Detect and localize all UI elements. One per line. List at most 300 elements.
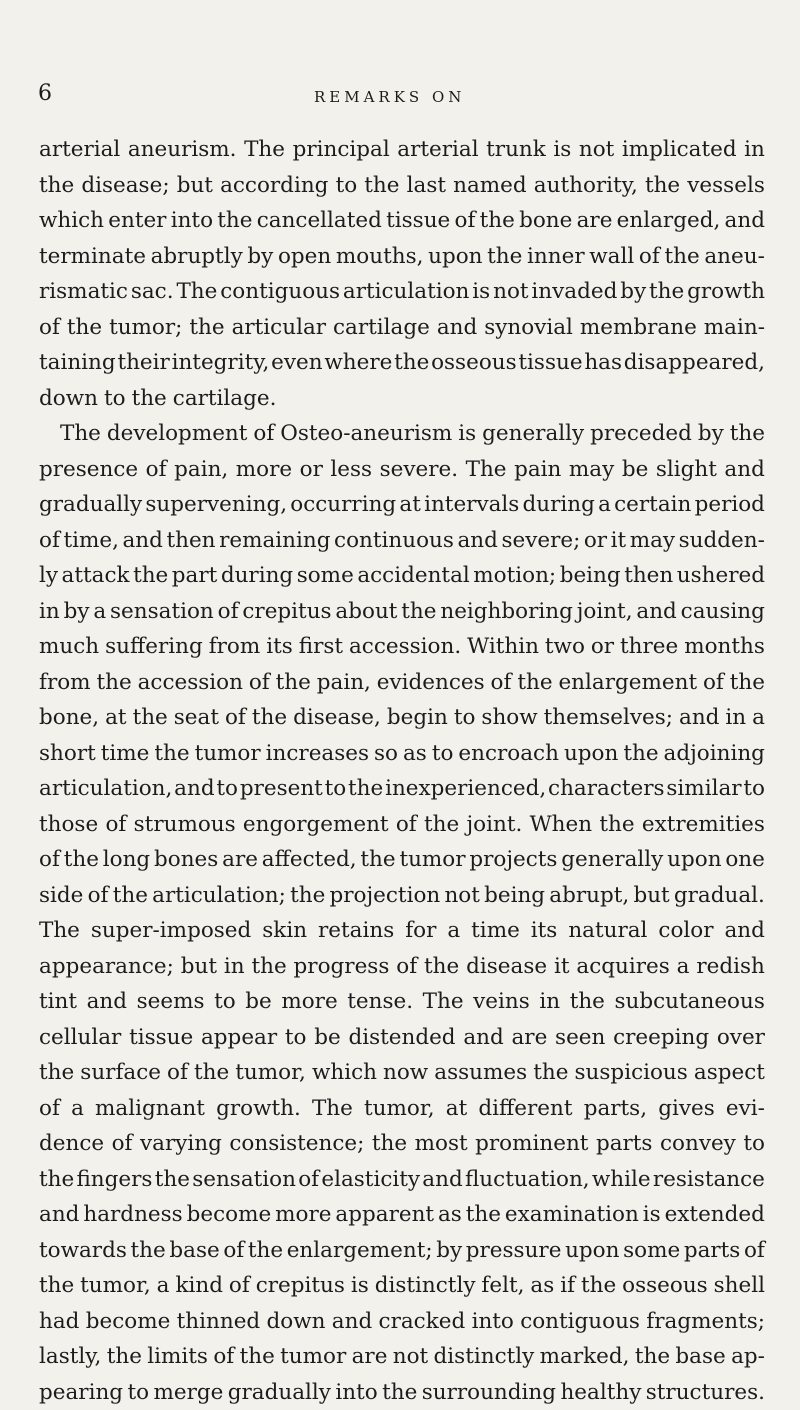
word: of: [298, 1162, 319, 1198]
word: and: [463, 1020, 503, 1056]
word: articulation: [343, 274, 470, 310]
word: The: [423, 984, 464, 1020]
word: disease;: [81, 168, 169, 204]
word: a: [598, 487, 611, 523]
word: is: [553, 132, 571, 168]
word: to: [285, 1020, 307, 1056]
word: but: [181, 949, 217, 985]
text-line: [39, 665, 765, 701]
word: of: [223, 1233, 244, 1269]
word: over: [717, 1020, 765, 1056]
text-line: [39, 203, 765, 239]
word: sac.: [131, 274, 174, 310]
word: during: [523, 487, 595, 523]
word: sudden-: [679, 523, 765, 559]
word: the: [424, 949, 459, 985]
word: a: [447, 913, 460, 949]
word: in: [744, 132, 765, 168]
word: rismatic: [39, 274, 128, 310]
word: in: [39, 594, 60, 630]
word: it: [554, 949, 570, 985]
word: bone: [519, 203, 572, 239]
word: not: [393, 1339, 428, 1375]
word: similar: [666, 771, 741, 807]
word: is: [643, 1197, 661, 1233]
word: by: [620, 274, 646, 310]
word: side: [39, 878, 83, 914]
word: cancellated: [257, 203, 382, 239]
word: according: [220, 168, 328, 204]
word: are: [222, 842, 258, 878]
text-line: [39, 345, 765, 381]
word: months: [684, 629, 765, 665]
word: engorgement: [243, 807, 389, 843]
word: the: [533, 1055, 568, 1091]
word: being: [560, 558, 621, 594]
word: to: [336, 168, 358, 204]
word: tumor;: [109, 310, 182, 346]
word: its: [266, 629, 293, 665]
word: slight: [656, 452, 717, 488]
word: crepitus: [256, 1268, 345, 1304]
word: the: [372, 1126, 407, 1162]
word: seems: [137, 984, 205, 1020]
word: the: [39, 1268, 74, 1304]
word: parts: [684, 1233, 741, 1269]
word: from: [209, 629, 261, 665]
word: tumor: [195, 736, 261, 772]
word: membrane: [580, 310, 697, 346]
word: cartilage.: [173, 381, 277, 417]
text-line: [39, 949, 765, 985]
word: of: [744, 1233, 765, 1269]
word: the: [107, 1339, 142, 1375]
word: the: [194, 1055, 229, 1091]
word: to: [454, 700, 476, 736]
word: convey: [660, 1126, 736, 1162]
word: but: [177, 168, 213, 204]
word: projects: [469, 842, 557, 878]
word: to: [216, 771, 238, 807]
word: as: [438, 1197, 462, 1233]
word: less: [330, 452, 372, 488]
word: of: [455, 203, 476, 239]
word: cellular: [39, 1020, 121, 1056]
word: the: [487, 239, 522, 275]
word: and: [724, 913, 764, 949]
word: enlargement;: [287, 1233, 433, 1269]
word: examination: [505, 1197, 639, 1233]
word: main-: [704, 310, 765, 346]
word: some: [623, 1233, 680, 1269]
word: or: [591, 629, 614, 665]
text-line: [39, 913, 765, 949]
word: of: [105, 807, 126, 843]
word: is: [472, 274, 490, 310]
word: may: [569, 452, 614, 488]
word: to: [432, 736, 454, 772]
word: the: [424, 807, 459, 843]
word: trunk: [486, 132, 546, 168]
word: it: [611, 523, 627, 559]
word: When: [530, 807, 593, 843]
word: the: [133, 700, 168, 736]
word: to: [743, 771, 765, 807]
word: a: [157, 1268, 170, 1304]
word: enlarged,: [617, 203, 721, 239]
word: are: [511, 1020, 547, 1056]
word: the: [664, 239, 699, 275]
word: being: [484, 878, 545, 914]
word: retains: [318, 913, 394, 949]
word: the: [113, 878, 148, 914]
word: be: [245, 984, 272, 1020]
word: even: [271, 345, 322, 381]
word: and: [725, 203, 765, 239]
word: the: [96, 665, 131, 701]
word: at: [399, 487, 420, 523]
word: or: [584, 523, 607, 559]
word: the: [154, 736, 189, 772]
word: at: [105, 700, 126, 736]
text-line: [39, 487, 765, 523]
word: aneu-: [704, 239, 765, 275]
word: lastly,: [39, 1339, 101, 1375]
word: two: [545, 629, 585, 665]
word: of: [146, 452, 167, 488]
word: the: [382, 1375, 417, 1410]
word: shell: [714, 1268, 765, 1304]
word: causing: [681, 594, 765, 630]
word: and: [724, 452, 764, 488]
word: structures.: [646, 1375, 765, 1410]
word: of: [491, 665, 512, 701]
word: appear: [201, 1020, 277, 1056]
word: the: [276, 665, 311, 701]
word: the: [364, 168, 399, 204]
word: tumor: [280, 1339, 346, 1375]
word: the: [39, 168, 74, 204]
word: pain: [514, 452, 561, 488]
word: synovial: [484, 310, 573, 346]
word: the: [64, 842, 99, 878]
word: is: [458, 416, 476, 452]
word: of: [39, 523, 60, 559]
word: The: [466, 452, 507, 488]
word: of: [218, 594, 239, 630]
word: of: [396, 949, 417, 985]
word: short: [39, 736, 96, 772]
word: of: [39, 1091, 60, 1127]
word: to: [325, 771, 347, 807]
word: gradually: [39, 487, 142, 523]
word: super-imposed: [91, 913, 251, 949]
word: for: [405, 913, 436, 949]
word: enlargement: [558, 665, 697, 701]
word: cartilage: [333, 310, 430, 346]
word: skin: [262, 913, 307, 949]
word: evidences: [377, 665, 485, 701]
word: so: [374, 736, 398, 772]
word: the: [730, 665, 765, 701]
word: fragments;: [646, 1304, 765, 1340]
word: a: [93, 594, 106, 630]
word: marked,: [540, 1339, 630, 1375]
word: and: [87, 984, 127, 1020]
word: in: [725, 700, 746, 736]
word: inner: [527, 239, 585, 275]
word: is: [351, 1268, 369, 1304]
word: of: [229, 1268, 250, 1304]
word: osseous: [622, 1268, 708, 1304]
word: which: [312, 1055, 377, 1091]
word: are: [352, 1339, 388, 1375]
word: hardness: [83, 1197, 182, 1233]
text-line: [39, 594, 765, 630]
word: more: [236, 452, 292, 488]
word: the: [401, 594, 436, 630]
word: arterial: [397, 132, 478, 168]
word: the: [67, 310, 102, 346]
word: the: [348, 771, 383, 807]
word: to: [214, 984, 236, 1020]
word: enter: [108, 203, 166, 239]
text-line: [39, 239, 765, 275]
word: accession.: [349, 629, 461, 665]
word: consistence;: [229, 1126, 364, 1162]
word: Within: [467, 629, 539, 665]
word: extended: [665, 1197, 765, 1233]
word: tumor,: [80, 1268, 151, 1304]
word: bone,: [39, 700, 99, 736]
word: terminate: [39, 239, 146, 275]
word: seen: [555, 1020, 605, 1056]
word: severe;: [501, 523, 580, 559]
word: different: [478, 1091, 572, 1127]
word: begin: [387, 700, 448, 736]
text-line: [39, 771, 765, 807]
word: some: [297, 558, 354, 594]
word: more: [281, 984, 337, 1020]
word: their: [117, 345, 169, 381]
word: down: [39, 381, 98, 417]
word: tense.: [347, 984, 413, 1020]
text-line: [39, 842, 765, 878]
word: and: [457, 523, 497, 559]
word: taining: [39, 345, 116, 381]
word: the: [290, 878, 325, 914]
word: the: [252, 700, 287, 736]
word: the: [581, 1268, 616, 1304]
word: now: [383, 1055, 428, 1091]
word: inexperienced,: [385, 771, 546, 807]
body-text: [39, 132, 765, 1410]
word: disease,: [293, 700, 381, 736]
word: parts: [596, 1126, 653, 1162]
word: redish: [696, 949, 765, 985]
word: veins: [473, 984, 530, 1020]
word: by: [436, 1233, 462, 1269]
word: adjoining: [664, 736, 765, 772]
word: affected,: [262, 842, 357, 878]
word: merge: [153, 1375, 223, 1410]
word: development: [107, 416, 248, 452]
text-line: [39, 381, 765, 417]
word: its: [531, 913, 558, 949]
word: become: [86, 1304, 171, 1340]
word: become: [187, 1197, 272, 1233]
word: tumor,: [235, 1055, 306, 1091]
text-line: [39, 1304, 765, 1340]
word: intervals: [424, 487, 519, 523]
word: dence: [39, 1126, 104, 1162]
word: generally: [561, 842, 663, 878]
word: last: [407, 168, 446, 204]
word: appearance;: [39, 949, 174, 985]
word: may: [630, 523, 675, 559]
word: accession: [138, 665, 243, 701]
word: tissue: [386, 203, 450, 239]
word: of: [112, 1126, 133, 1162]
word: show: [481, 700, 537, 736]
word: the: [133, 558, 168, 594]
word: sensation: [110, 594, 214, 630]
word: while: [592, 1162, 651, 1198]
word: of: [39, 842, 60, 878]
word: the: [248, 1233, 283, 1269]
word: themselves;: [544, 700, 673, 736]
word: those: [39, 807, 98, 843]
word: ushered: [677, 558, 765, 594]
word: the: [155, 1162, 190, 1198]
word: be: [314, 1020, 341, 1056]
word: varying: [140, 1126, 222, 1162]
word: color: [658, 913, 713, 949]
word: the: [39, 1055, 74, 1091]
word: where: [324, 345, 392, 381]
text-line: [39, 1091, 765, 1127]
word: period: [695, 487, 765, 523]
word: growth: [687, 274, 765, 310]
word: and: [122, 523, 162, 559]
word: then: [624, 558, 673, 594]
text-line: [39, 416, 765, 452]
word: arterial: [39, 132, 120, 168]
word: three: [620, 629, 678, 665]
page-number: 6: [38, 82, 52, 106]
text-line: [39, 132, 765, 168]
word: The: [60, 416, 101, 452]
word: felt,: [481, 1268, 524, 1304]
word: upon: [667, 842, 721, 878]
word: of: [213, 1339, 234, 1375]
word: the: [570, 984, 605, 1020]
word: accidental: [357, 558, 469, 594]
word: by: [64, 594, 90, 630]
word: and: [39, 1197, 79, 1233]
word: creeping: [613, 1020, 709, 1056]
word: occurring: [290, 487, 396, 523]
word: tumor: [399, 842, 465, 878]
word: authority,: [534, 168, 638, 204]
word: the: [251, 949, 286, 985]
text-line: [39, 452, 765, 488]
word: sensation: [192, 1162, 296, 1198]
word: the: [240, 1339, 275, 1375]
word: of: [39, 310, 60, 346]
word: principal: [293, 132, 390, 168]
word: first: [299, 629, 343, 665]
word: ap-: [731, 1339, 765, 1375]
word: the: [730, 416, 765, 452]
word: The: [39, 913, 80, 949]
word: joint.: [466, 807, 522, 843]
word: long: [103, 842, 150, 878]
word: the: [217, 203, 252, 239]
word: articulation;: [152, 878, 286, 914]
word: ly: [39, 558, 58, 594]
word: not: [579, 132, 614, 168]
word: base: [169, 1233, 219, 1269]
word: fingers: [76, 1162, 152, 1198]
word: tissue: [518, 345, 582, 381]
word: continuous: [334, 523, 454, 559]
word: attack: [62, 558, 130, 594]
word: distinctly: [434, 1339, 535, 1375]
word: articulation,: [39, 771, 172, 807]
text-line: [39, 1339, 765, 1375]
word: limits: [147, 1339, 208, 1375]
text-line: [39, 700, 765, 736]
word: towards: [39, 1233, 127, 1269]
word: thinned: [177, 1304, 261, 1340]
word: most: [415, 1126, 468, 1162]
word: named: [453, 168, 527, 204]
word: the: [623, 736, 658, 772]
word: the: [360, 842, 395, 878]
word: a: [752, 700, 765, 736]
word: disappeared,: [624, 345, 765, 381]
word: joint,: [577, 594, 633, 630]
word: to: [743, 1126, 765, 1162]
word: of: [703, 665, 724, 701]
word: disease: [466, 949, 547, 985]
word: progress: [294, 949, 390, 985]
word: pain,: [317, 665, 371, 701]
word: malignant: [95, 1091, 205, 1127]
word: pain,: [174, 452, 228, 488]
word: preceded: [590, 416, 692, 452]
word: down: [267, 1304, 326, 1340]
word: tissue: [129, 1020, 193, 1056]
word: in: [539, 984, 560, 1020]
word: the: [131, 1233, 166, 1269]
word: a: [71, 1091, 84, 1127]
word: pearing: [39, 1375, 123, 1410]
text-line: [39, 1375, 765, 1410]
text-line: [39, 1162, 765, 1198]
word: but: [633, 878, 669, 914]
word: elasticity: [321, 1162, 420, 1198]
word: of: [225, 700, 246, 736]
word: upon: [564, 736, 618, 772]
word: fluctuation,: [465, 1162, 590, 1198]
word: invaded: [531, 274, 617, 310]
word: evi-: [726, 1091, 765, 1127]
word: the: [645, 168, 680, 204]
word: projection: [330, 878, 441, 914]
word: present: [240, 771, 323, 807]
